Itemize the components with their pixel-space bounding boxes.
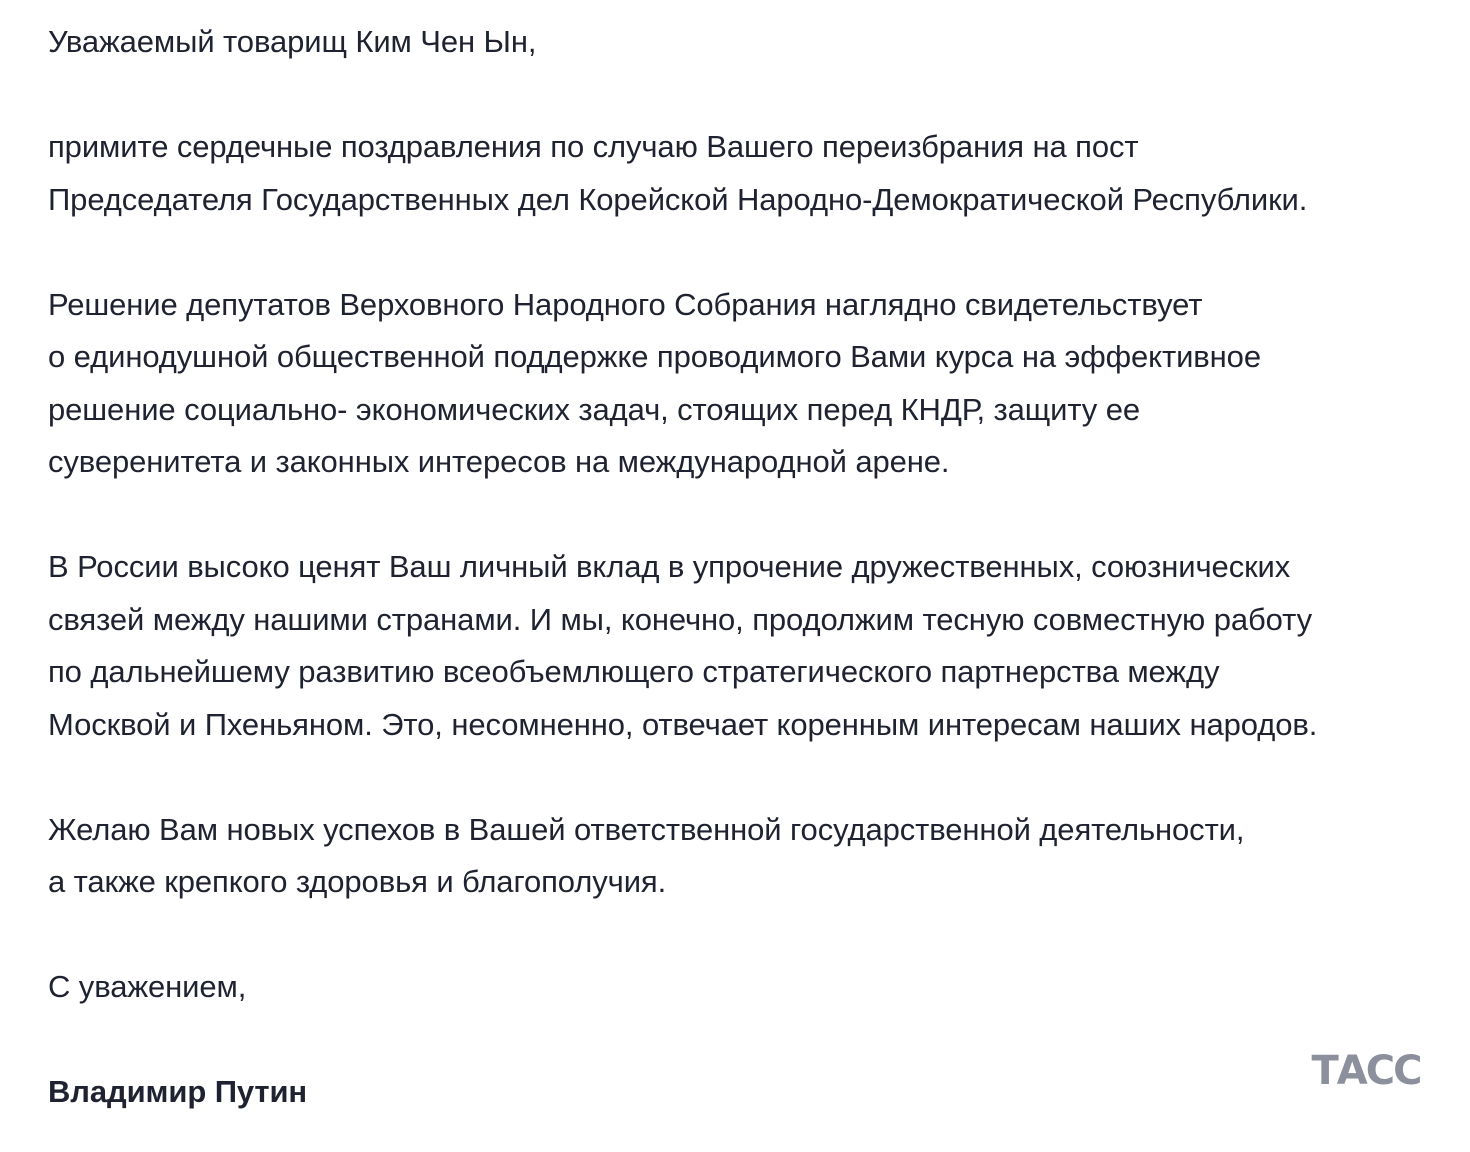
text-line: Председателя Государственных дел Корейской Народно-Демократической Республики. [48,181,1308,217]
paragraph-gap [48,69,1438,122]
signature: Владимир Путин [48,1074,308,1109]
text-line: Решение депутатов Верховного Народного Собрания наглядно свидетельствует [48,286,1203,322]
paragraph-gap [48,909,1438,962]
text-line: о единодушной общественной поддержке проводимого Вами курса на эффективное [48,339,1261,374]
closing: С уважением, [48,969,247,1004]
paragraph-wishes [48,804,1438,909]
text-line: а также крепкого здоровья и благополучия. [48,864,667,899]
text-line: по дальнейшему развитию всеобъемлющего стратегического партнерства между [48,654,1220,689]
text-line: суверенитета и законных интересов на международной арене. [48,444,950,479]
paragraph-partnership [48,541,1438,751]
text-line: В России высоко ценят Ваш личный вклад в упрочение дружественных, союзнических [48,549,1291,584]
paragraph-gap [48,226,1438,279]
watermark-text: ТАСС [1311,1048,1421,1092]
text-line: Желаю Вам новых успехов в Вашей ответственной государственной деятельности, [48,811,1245,847]
text-line: Москвой и Пхеньяном. Это, несомненно, отвечает коренным интересам наших народов. [48,706,1318,742]
text-line: примите сердечные поздравления по случаю Вашего переизбрания на пост [48,129,1139,164]
paragraph-gap [48,1014,1438,1067]
text-line: связей между нашими странами. И мы, конечно, продолжим тесную совместную работу [48,601,1312,637]
paragraph-assembly-decision [48,279,1438,489]
salutation: Уважаемый товарищ Ким Чен Ын, [48,24,537,59]
text-line: решение социально- экономических задач, стоящих перед КНДР, защиту ее [48,391,1140,427]
letter-body [48,16,1438,1119]
paragraph-gap [48,489,1438,542]
paragraph-congratulations [48,121,1438,226]
tass-watermark-logo [1306,1048,1426,1092]
paragraph-gap [48,751,1438,804]
